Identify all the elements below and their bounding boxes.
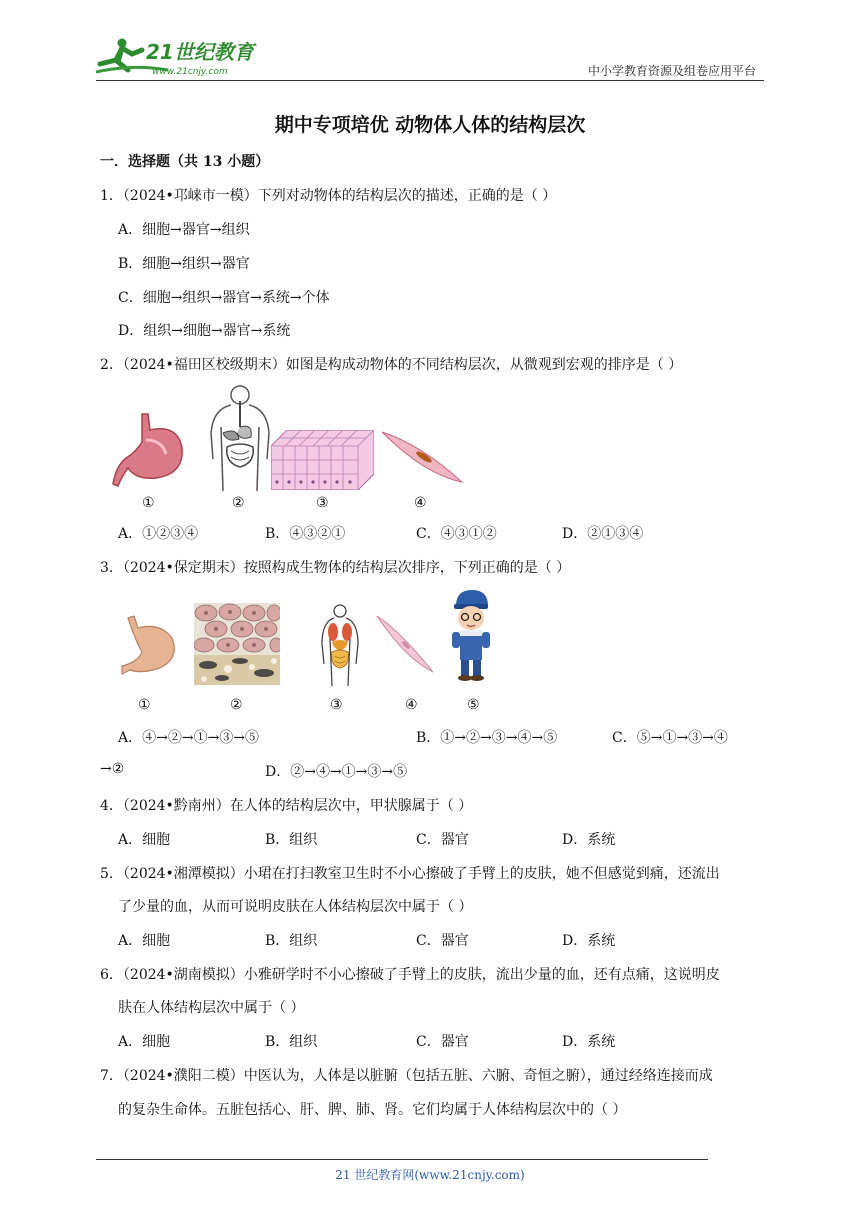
section-heading: 一．选择题（共 13 小题） bbox=[100, 154, 270, 170]
human-organ-systems-image bbox=[320, 604, 360, 686]
q3-option-d[interactable]: D．②→④→①→③→⑤ bbox=[265, 764, 408, 780]
question-7-stem-line-2: 的复杂生命体。五脏包括心、肝、脾、肺、肾。它们均属于人体结构层次中的（ ） bbox=[118, 1102, 627, 1118]
q2-option-c[interactable]: C．④③①② bbox=[416, 526, 497, 542]
question-6-stem-line-2: 肤在人体结构层次中属于（ ） bbox=[118, 1000, 305, 1016]
q4-option-b[interactable]: B．组织 bbox=[265, 832, 318, 848]
fig2-label-3: ③ bbox=[316, 495, 329, 511]
fig3-label-4: ④ bbox=[405, 697, 418, 713]
q1-option-c[interactable]: C．细胞→组织→器官→系统→个体 bbox=[118, 290, 330, 306]
svg-text:www.21cnjy.com: www.21cnjy.com bbox=[152, 67, 228, 77]
q2-option-d[interactable]: D．②①③④ bbox=[562, 526, 644, 542]
footer-divider bbox=[96, 1159, 708, 1160]
stomach-image bbox=[112, 412, 186, 488]
stomach-image-2 bbox=[120, 612, 182, 678]
question-3-stem: 3．（2024•保定期末）按照构成生物体的结构层次排序，下列正确的是（ ） bbox=[100, 560, 571, 576]
q2-option-b[interactable]: B．④③②① bbox=[265, 526, 346, 542]
q1-option-b[interactable]: B．细胞→组织→器官 bbox=[118, 256, 250, 272]
q3-option-c[interactable]: C．⑤→①→③→④ bbox=[612, 730, 728, 746]
fig2-label-1: ① bbox=[142, 495, 155, 511]
q6-option-b[interactable]: B．组织 bbox=[265, 1034, 318, 1050]
q5-option-c[interactable]: C．器官 bbox=[416, 933, 469, 949]
question-6-stem-line-1: 6．（2024•湖南模拟）小雅研学时不小心擦破了手臂上的皮肤，流出少量的血，还有点痛，这说明皮 bbox=[100, 967, 720, 983]
q3-option-b[interactable]: B．①→②→③→④→⑤ bbox=[416, 730, 558, 746]
muscle-cell-image bbox=[380, 430, 464, 484]
svg-text:21世纪教育: 21世纪教育 bbox=[146, 40, 254, 64]
question-1-stem: 1．（2024•邛崃市一模）下列对动物体的结构层次的描述，正确的是（ ） bbox=[100, 188, 557, 204]
fig3-label-1: ① bbox=[138, 697, 151, 713]
fig3-label-2: ② bbox=[230, 697, 243, 713]
question-5-stem-line-2: 了少量的血，从而可说明皮肤在人体结构层次中属于（ ） bbox=[118, 899, 473, 915]
page-title: 期中专项培优 动物体人体的结构层次 bbox=[274, 114, 586, 136]
epithelial-tissue-image bbox=[271, 430, 374, 490]
q3-option-a[interactable]: A．④→②→①→③→⑤ bbox=[118, 730, 260, 746]
question-7-stem-line-1: 7．（2024•濮阳二模）中医认为，人体是以脏腑（包括五脏、六腑、奇恒之腑），通过经络连接而成 bbox=[100, 1068, 713, 1084]
q4-option-a[interactable]: A．细胞 bbox=[118, 832, 171, 848]
human-digestive-system-image bbox=[205, 383, 275, 491]
fig3-label-3: ③ bbox=[330, 697, 343, 713]
q4-option-c[interactable]: C．器官 bbox=[416, 832, 469, 848]
q1-option-d[interactable]: D．组织→细胞→器官→系统 bbox=[118, 323, 291, 339]
q6-option-c[interactable]: C．器官 bbox=[416, 1034, 469, 1050]
cartoon-person-image bbox=[450, 588, 492, 682]
q4-option-d[interactable]: D．系统 bbox=[562, 832, 616, 848]
fig2-label-2: ② bbox=[232, 495, 245, 511]
tissue-cross-section-image bbox=[194, 603, 280, 685]
fig2-label-4: ④ bbox=[414, 495, 427, 511]
header-divider bbox=[96, 80, 764, 81]
q5-option-a[interactable]: A．细胞 bbox=[118, 933, 171, 949]
platform-name: 中小学教育资源及组卷应用平台 bbox=[587, 64, 756, 78]
q1-option-a[interactable]: A．细胞→器官→组织 bbox=[118, 222, 250, 238]
fig3-label-5: ⑤ bbox=[467, 697, 480, 713]
q3-option-c-continued: →② bbox=[100, 761, 125, 777]
q2-option-a[interactable]: A．①②③④ bbox=[118, 526, 199, 542]
site-logo bbox=[92, 34, 262, 78]
q5-option-b[interactable]: B．组织 bbox=[265, 933, 318, 949]
question-5-stem-line-1: 5．（2024•湘潭模拟）小珺在打扫教室卫生时不小心擦破了手臂上的皮肤，她不但感觉到痛，还流出 bbox=[100, 866, 720, 882]
question-4-stem: 4．（2024•黔南州）在人体的结构层次中，甲状腺属于（ ） bbox=[100, 798, 473, 814]
q5-option-d[interactable]: D．系统 bbox=[562, 933, 616, 949]
footer-link[interactable]: 21 世纪教育网(www.21cnjy.com) bbox=[335, 1168, 525, 1182]
question-2-stem: 2．（2024•福田区校级期末）如图是构成动物体的不同结构层次，从微观到宏观的排序是（ ） bbox=[100, 357, 683, 373]
q6-option-a[interactable]: A．细胞 bbox=[118, 1034, 171, 1050]
q6-option-d[interactable]: D．系统 bbox=[562, 1034, 616, 1050]
muscle-cell-image-2 bbox=[375, 614, 435, 674]
